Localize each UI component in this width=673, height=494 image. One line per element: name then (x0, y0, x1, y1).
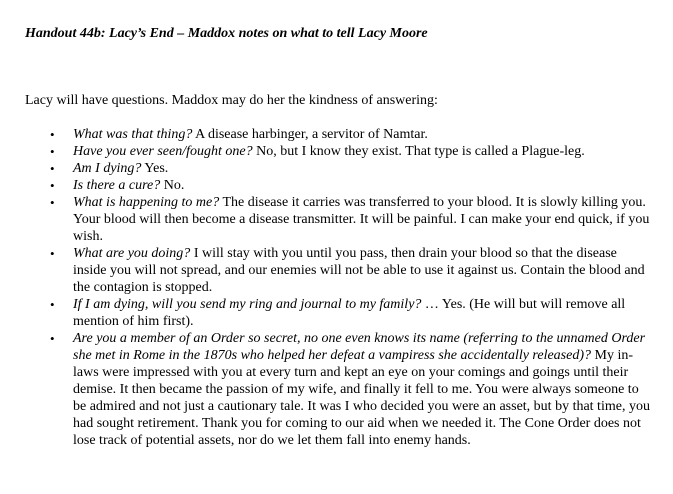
list-item (0, 160, 673, 177)
question-text: If I am dying, will you send my ring and journal to my family? (73, 297, 422, 312)
bullet-icon: • (50, 127, 55, 142)
answer-text: No, but I know they exist. That type is called a Plague-leg. (252, 144, 585, 159)
list-item (0, 177, 673, 194)
bullet-icon: • (50, 144, 55, 159)
answer-text: I will stay with you until you pass, then drain your blood so that the disease inside you will not spread, and our enemies will not be able to use it against us. Contain the blood and the contagion is stopped. (73, 246, 645, 295)
qa-list (0, 126, 673, 449)
bullet-icon: • (50, 195, 55, 210)
list-item (0, 143, 673, 160)
answer-text: … Yes. (He will but will remove all mention of him first). (73, 297, 626, 329)
handout-title: Handout 44b: Lacy’s End – Maddox notes on what to tell Lacy Moore (25, 26, 428, 41)
list-item (0, 296, 673, 330)
list-item (0, 330, 673, 449)
question-text: Are you a member of an Order so secret, no one even knows its name (referring to the unnamed Order she met in Rome in the 1870s who helped her defeat a vampiress she accidentally released)? (73, 331, 646, 363)
bullet-icon: • (50, 178, 55, 193)
list-item (0, 194, 673, 245)
question-text: What was that thing? (73, 127, 193, 142)
question-text: What are you doing? (73, 246, 191, 261)
list-item (0, 245, 673, 296)
answer-text: A disease harbinger, a servitor of Namtar. (192, 127, 428, 142)
answer-text: The disease it carries was transferred to your blood. It is slowly killing you. Your blood will then become a disease transmitter. It will be painful. I can make your end quick, if you wish. (73, 195, 650, 244)
answer-text: No. (160, 178, 185, 193)
intro-text: Lacy will have questions. Maddox may do her the kindness of answering: (25, 93, 438, 108)
answer-text: My in-laws were impressed with you at every turn and kept an eye on your comings and goings until their demise. It then became the passion of my wife, and finally it fell to me. You were always someone to be admired and not just a cautionary tale. It was I who decided you were an asset, but by that time, you had sought retirement. Thank you for coming to our aid when we needed it. The Cone Order does not lose track of potential assets, nor do we let them fall into enemy hands. (73, 348, 650, 448)
list-item (0, 126, 673, 143)
bullet-icon: • (50, 161, 55, 176)
bullet-icon: • (50, 297, 55, 312)
bullet-icon: • (50, 246, 55, 261)
question-text: Have you ever seen/fought one? (73, 144, 253, 159)
bullet-icon: • (50, 331, 55, 346)
question-text: What is happening to me? (73, 195, 220, 210)
question-text: Am I dying? (73, 161, 142, 176)
answer-text: Yes. (141, 161, 169, 176)
question-text: Is there a cure? (73, 178, 161, 193)
